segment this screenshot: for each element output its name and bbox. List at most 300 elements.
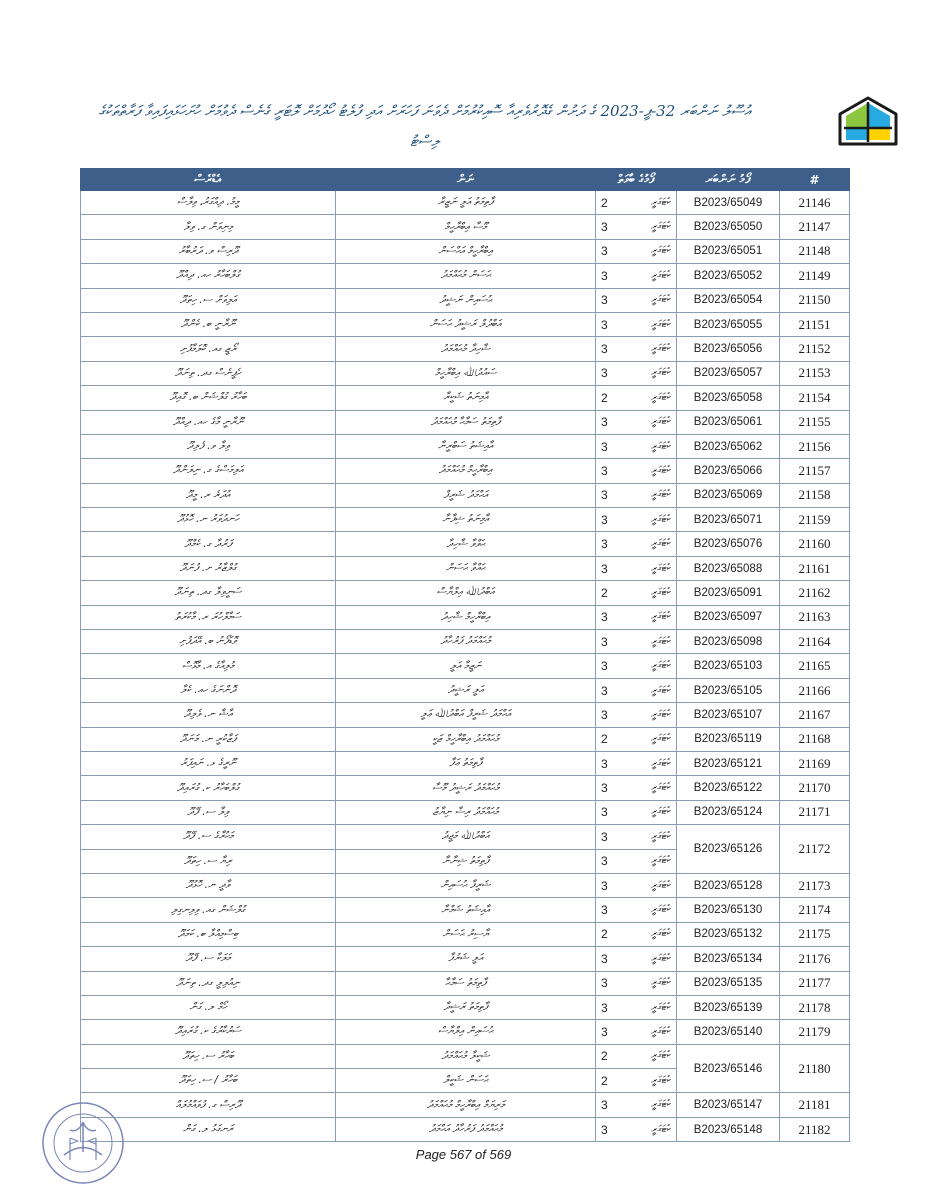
address-cell: މަލަކާ ސ. ފޭދޫ — [81, 947, 336, 971]
form-type-label: ކެޓަގަރީ — [651, 366, 671, 379]
table-row — [81, 459, 850, 483]
row-number-cell: 21168 — [780, 727, 850, 751]
address-cell: އުދަރެ ރ. މީދޫ — [81, 483, 336, 507]
address-cell: ރަނގަޅު ލ. ގަން — [81, 1117, 336, 1141]
form-type-quantity: 2 — [601, 390, 608, 405]
name-cell: ފާތިމަތު ސަމާޙާ މުޙައްމަދު — [336, 410, 596, 434]
name-cell: ފާތިމަތު ރަޝީދާ — [336, 995, 596, 1019]
form-type-label: ކެޓަގަރީ — [651, 244, 671, 257]
table-row — [81, 386, 850, 410]
table-row — [81, 556, 850, 580]
name-cell: މަރިޔަމް އިބްރާހީމް މުޙައްމަދު — [336, 1093, 596, 1117]
form-number-cell: B2023/65062 — [677, 434, 780, 458]
form-type-quantity: 3 — [601, 1024, 608, 1039]
form-type-label: ކެޓަގަރީ — [651, 927, 671, 940]
form-number-cell: B2023/65055 — [677, 312, 780, 336]
table-row — [81, 508, 850, 532]
row-number-cell: 21175 — [780, 922, 850, 946]
name-cell: ޝަކީލާ މުޙައްމަދު — [336, 1044, 596, 1068]
form-number-cell: B2023/65058 — [677, 386, 780, 410]
name-cell: މުޙައްމަދު ރަޝީދު މޫސާ — [336, 776, 596, 800]
address-cell: ނޫރީގެ ޅ. ނައިފަރު — [81, 751, 336, 775]
address-cell: ފަރުދާ ގ. ކެމްދޫ — [81, 532, 336, 556]
form-type-cell — [596, 849, 677, 873]
form-type-quantity: 3 — [601, 976, 608, 991]
address-cell: މަހުރާގެ ސ. ފޭދޫ — [81, 825, 336, 849]
form-type-label: ކެޓަގަރީ — [651, 195, 671, 208]
form-type-label: ކެޓަގަރީ — [651, 293, 671, 306]
row-number-cell: 21162 — [780, 581, 850, 605]
form-number-cell: B2023/65140 — [677, 1020, 780, 1044]
name-cell: އާމިނަތު ޝަކީރާ — [336, 386, 596, 410]
table-row — [81, 922, 850, 946]
name-cell: އަލީ ރަޝީދު — [336, 678, 596, 702]
form-type-label: ކެޓަގަރީ — [651, 854, 671, 867]
table-row — [81, 654, 850, 678]
table-row — [81, 971, 850, 995]
table-row — [81, 264, 850, 288]
form-number-cell: B2023/65076 — [677, 532, 780, 556]
address-cell: ގުލްބަހާރު ކ. ގުރައިދޫ — [81, 776, 336, 800]
address-cell: މީމު. ދިއްގަރު، ވިލާސް — [81, 191, 336, 215]
form-type-label: ކެޓަގަރީ — [651, 268, 671, 281]
address-cell: ނޫރާނީ މާގެ ހއ. ދިއްދޫ — [81, 410, 336, 434]
table-row — [81, 361, 850, 385]
row-number-cell: 21172 — [780, 825, 850, 874]
form-type-quantity: 3 — [601, 781, 608, 796]
form-number-cell: B2023/65051 — [677, 239, 780, 263]
form-type-cell — [596, 971, 677, 995]
housing-logo-icon — [836, 92, 900, 150]
form-number-cell: B2023/65057 — [677, 361, 780, 385]
form-type-label: ކެޓަގަރީ — [651, 683, 671, 696]
form-type-label: ކެޓަގަރީ — [651, 634, 671, 647]
address-cell: ދޫރިސް ގ. ފުވައްމުލައް — [81, 1093, 336, 1117]
table-row — [81, 483, 850, 507]
form-number-cell: B2023/65148 — [677, 1117, 780, 1141]
form-type-quantity: 3 — [601, 537, 608, 552]
name-cell: އިބްރާހީމް އަޙްސަން — [336, 239, 596, 263]
form-type-quantity: 3 — [601, 366, 608, 381]
table-row — [81, 995, 850, 1019]
row-number-cell: 21151 — [780, 312, 850, 336]
name-cell: މުޙައްމަދު އިބްރާހީމް ޒަކީ — [336, 727, 596, 751]
form-number-cell: B2023/65069 — [677, 483, 780, 507]
form-type-label: ކެޓަގަރީ — [651, 585, 671, 598]
name-cell: ޙުސައިން ނަޝީދު — [336, 288, 596, 312]
row-number-cell: 21165 — [780, 654, 850, 678]
name-cell: އިބްރާހީމް ޝާހިދު — [336, 605, 596, 629]
form-type-label: ކެޓަގަރީ — [651, 829, 671, 842]
form-type-cell — [596, 556, 677, 580]
address-cell: ނިއުލިލީ ގދ. ތިނަދޫ — [81, 971, 336, 995]
form-type-quantity: 3 — [601, 659, 608, 674]
name-cell: މުޙައްމަދު ފަރުހާދު އަޙްމަދު — [336, 1117, 596, 1141]
form-number-cell: B2023/65107 — [677, 703, 780, 727]
form-type-quantity: 2 — [601, 1073, 608, 1088]
name-cell: ޙުސައިން އިލްޔާސް — [336, 1020, 596, 1044]
name-cell: އަޙްމަދު ޝަރީފް އަބްދުﷲ ޢަލީ — [336, 703, 596, 727]
address-cell: ގުލްބަހާރު ހއ. ދިއްދޫ — [81, 264, 336, 288]
table-row — [81, 337, 850, 361]
row-number-cell: 21146 — [780, 191, 850, 215]
form-type-cell — [596, 361, 677, 385]
name-cell: ޙައްވާ ޙަސަން — [336, 556, 596, 580]
row-number-cell: 21178 — [780, 995, 850, 1019]
column-header-form-number: ފޯމު ނަންބަރ — [677, 169, 780, 191]
table-row — [81, 312, 850, 336]
form-number-cell: B2023/65091 — [677, 581, 780, 605]
address-cell: ހަނދުވަރު ނ. ހޮޅުދޫ — [81, 508, 336, 532]
name-cell: އަބްދުލް ރަޝީދު ޙަސަން — [336, 312, 596, 336]
form-type-quantity: 3 — [601, 634, 608, 649]
form-type-label: ކެޓަގަރީ — [651, 1098, 671, 1111]
name-cell: އާމިނަތު ޝިފާނާ — [336, 508, 596, 532]
name-cell: އަލީ ޝަރުފާ — [336, 947, 596, 971]
form-type-label: ކެޓަގަރީ — [651, 220, 671, 233]
name-cell: މޫސާ އިބްރާހީމް — [336, 215, 596, 239]
form-type-cell — [596, 947, 677, 971]
form-number-cell: B2023/65132 — [677, 922, 780, 946]
name-cell: އަބްދުﷲ މަޖީދު — [336, 825, 596, 849]
table-row — [81, 1044, 850, 1068]
table-row — [81, 678, 850, 702]
address-cell: ދޫރިސް ވ. ދަރުބާރު — [81, 239, 336, 263]
row-number-cell: 21157 — [780, 459, 850, 483]
form-type-quantity: 3 — [601, 561, 608, 576]
page-number: Page 567 of 569 — [415, 1147, 512, 1162]
column-header-number: # — [780, 169, 850, 191]
form-number-cell: B2023/65134 — [677, 947, 780, 971]
address-cell: ބަހާރު / ސ. ހިތަދޫ — [81, 1069, 336, 1093]
form-type-quantity: 3 — [601, 610, 608, 625]
row-number-cell: 21179 — [780, 1020, 850, 1044]
address-cell: އަލިމަސްގެ ގ. ނިލަންދޫ — [81, 459, 336, 483]
form-type-quantity: 3 — [601, 488, 608, 503]
address-cell: ރިޔާ ސ. ހިތަދޫ — [81, 849, 336, 873]
form-number-cell: B2023/65147 — [677, 1093, 780, 1117]
name-cell: އާއިޝަތު ސަބްރީނާ — [336, 434, 596, 458]
form-number-cell: B2023/65121 — [677, 751, 780, 775]
column-header-address: އެޑްރެސް — [81, 169, 336, 191]
table-row — [81, 630, 850, 654]
row-number-cell: 21159 — [780, 508, 850, 532]
name-cell: ޙަސަން ޝަކީލް — [336, 1069, 596, 1093]
table-row — [81, 581, 850, 605]
form-number-cell: B2023/65066 — [677, 459, 780, 483]
table-row — [81, 703, 850, 727]
address-cell: ނޫރާނީ ބ. ކެންދޫ — [81, 312, 336, 336]
address-cell: ރޯޒީ ގއ. ކޮލަމާފުށި — [81, 337, 336, 361]
address-cell: ވޮޑަފޯނު ބ. އޭދަފުށި — [81, 630, 336, 654]
row-number-cell: 21150 — [780, 288, 850, 312]
row-number-cell: 21181 — [780, 1093, 850, 1117]
row-number-cell: 21158 — [780, 483, 850, 507]
address-cell: ސަރުކާރުގެ ކ. ގުރައިދޫ — [81, 1020, 336, 1044]
form-number-cell: B2023/65119 — [677, 727, 780, 751]
row-number-cell: 21152 — [780, 337, 850, 361]
row-number-cell: 21171 — [780, 800, 850, 824]
form-type-cell — [596, 678, 677, 702]
address-cell: އަލިވަށް ސ. ހިތަދޫ — [81, 288, 336, 312]
form-number-cell: B2023/65130 — [677, 898, 780, 922]
row-number-cell: 21154 — [780, 386, 850, 410]
address-cell: ފަޒާކުރީ ނ. މަނަދޫ — [81, 727, 336, 751]
form-type-cell — [596, 264, 677, 288]
form-type-quantity: 3 — [601, 683, 608, 698]
form-type-cell — [596, 995, 677, 1019]
address-cell: ހެޕީނެސް ގދ. ތިނަދޫ — [81, 361, 336, 385]
form-number-cell: B2023/65103 — [677, 654, 780, 678]
form-type-quantity: 3 — [601, 951, 608, 966]
form-type-label: ކެޓަގަރީ — [651, 659, 671, 672]
address-cell: ބަހާރު ސ. ހިތަދޫ — [81, 1044, 336, 1068]
form-type-quantity: 3 — [601, 903, 608, 918]
form-type-cell — [596, 215, 677, 239]
form-number-cell: B2023/65088 — [677, 556, 780, 580]
table-row — [81, 434, 850, 458]
form-number-cell: B2023/65061 — [677, 410, 780, 434]
form-type-quantity: 3 — [601, 244, 608, 259]
name-cell: ފާތިމަތު ސަމާޙާ — [336, 971, 596, 995]
name-cell: އަޙްމަދު ޝަރީފް — [336, 483, 596, 507]
form-type-cell — [596, 727, 677, 751]
form-type-label: ކެޓަގަރީ — [651, 439, 671, 452]
table-row — [81, 1117, 850, 1141]
name-cell: ޔާސިރު ޙަސަން — [336, 922, 596, 946]
row-number-cell: 21167 — [780, 703, 850, 727]
form-type-cell — [596, 1020, 677, 1044]
form-number-cell: B2023/65124 — [677, 800, 780, 824]
row-number-cell: 21155 — [780, 410, 850, 434]
table-row — [81, 727, 850, 751]
address-cell: ސަނީވިލާ ގދ. ތިނަދޫ — [81, 581, 336, 605]
form-type-label: ކެޓަގަރީ — [651, 463, 671, 476]
form-type-quantity: 3 — [601, 439, 608, 454]
form-type-quantity: 3 — [601, 342, 608, 357]
form-type-cell — [596, 532, 677, 556]
address-cell: ސަމާލްހުރަ ރ. މާކުރަތު — [81, 605, 336, 629]
row-number-cell: 21147 — [780, 215, 850, 239]
row-number-cell: 21149 — [780, 264, 850, 288]
row-number-cell: 21156 — [780, 434, 850, 458]
table-row — [81, 898, 850, 922]
column-header-form-type: ފޯމުގެ ބާވަތް — [596, 169, 677, 191]
form-number-cell: B2023/65054 — [677, 288, 780, 312]
form-type-label: ކެޓަގަރީ — [651, 805, 671, 818]
form-type-quantity: 3 — [601, 268, 608, 283]
name-cell: އަބްދުﷲ އިލްޔާސް — [336, 581, 596, 605]
form-type-label: ކެޓަގަރީ — [651, 781, 671, 794]
table-row — [81, 800, 850, 824]
address-cell: އާޝާ ނ. ވެލިދޫ — [81, 703, 336, 727]
form-type-cell — [596, 410, 677, 434]
form-type-quantity: 3 — [601, 756, 608, 771]
name-cell: ފާތިމަތު ޝިނާނާ — [336, 849, 596, 873]
name-cell: ޝަރީފާ ޙުސައިން — [336, 873, 596, 897]
form-type-label: ކެޓަގަރީ — [651, 561, 671, 574]
row-number-cell: 21153 — [780, 361, 850, 385]
row-number-cell: 21169 — [780, 751, 850, 775]
form-type-cell — [596, 1093, 677, 1117]
form-type-quantity: 3 — [601, 317, 608, 332]
form-type-cell — [596, 508, 677, 532]
form-type-cell — [596, 654, 677, 678]
form-type-cell — [596, 386, 677, 410]
form-number-cell: B2023/65052 — [677, 264, 780, 288]
name-cell: ޙަވްވާ ޝާހިދާ — [336, 532, 596, 556]
form-type-cell — [596, 776, 677, 800]
table-row — [81, 215, 850, 239]
form-type-cell — [596, 1117, 677, 1141]
form-type-label: ކެޓަގަރީ — [651, 512, 671, 525]
form-type-cell — [596, 312, 677, 336]
form-number-cell: B2023/65139 — [677, 995, 780, 1019]
form-number-cell: B2023/65071 — [677, 508, 780, 532]
table-row — [81, 191, 850, 215]
form-type-cell — [596, 191, 677, 215]
page-title: އުސޫލު ނަންބަރ 32-ޕީ-2023 ގެ ދަށުން ގެދޮރުވެރިއާ ސޮއިކުރުމަށް ދެވަނަ ފަހަރަށް އަދި ފުލެޓު ހޯދުމަށް ލޮޓަރީ ގެނެސް ދެވުމަށް ހުށަހަޅައިފައިވާ ފަރާތްތަކުގެ ލިސްޓު — [98, 102, 751, 150]
form-type-quantity: 3 — [601, 878, 608, 893]
address-cell: ގުލްޒާރު ށ. ފުނަދޫ — [81, 556, 336, 580]
table-row — [81, 825, 850, 849]
table-row — [81, 605, 850, 629]
table-row — [81, 532, 850, 556]
form-type-label: ކެޓަގަރީ — [651, 878, 671, 891]
form-type-label: ކެޓަގަރީ — [651, 1122, 671, 1135]
form-type-quantity: 2 — [601, 1049, 608, 1064]
name-cell: ނަޒީމާ އަލީ — [336, 654, 596, 678]
form-type-label: ކެޓަގަރީ — [651, 415, 671, 428]
form-type-label: ކެޓަގަރީ — [651, 1049, 671, 1062]
table-row — [81, 1020, 850, 1044]
form-type-quantity: 2 — [601, 195, 608, 210]
form-type-cell — [596, 800, 677, 824]
address-cell: ވިލާ ސ. ފޭދޫ — [81, 800, 336, 824]
form-number-cell: B2023/65128 — [677, 873, 780, 897]
form-type-cell — [596, 751, 677, 775]
form-type-quantity: 3 — [601, 805, 608, 820]
form-type-label: ކެޓަގަރީ — [651, 317, 671, 330]
form-type-quantity: 2 — [601, 732, 608, 747]
address-cell: މިނިވަން ގ. ވިލާ — [81, 215, 336, 239]
form-type-cell — [596, 1044, 677, 1068]
form-type-quantity: 3 — [601, 707, 608, 722]
form-number-cell: B2023/65105 — [677, 678, 780, 702]
table-header-row — [81, 169, 850, 191]
applicants-table — [80, 168, 850, 1142]
form-number-cell: B2023/65122 — [677, 776, 780, 800]
name-cell: ޙަސަން މުޙައްމަދު — [336, 264, 596, 288]
form-type-cell — [596, 703, 677, 727]
form-number-cell: B2023/65098 — [677, 630, 780, 654]
column-header-name: ނަން — [336, 169, 596, 191]
form-type-cell — [596, 581, 677, 605]
name-cell: ސައުދުﷲ އިބްރާހީމް — [336, 361, 596, 385]
form-type-cell — [596, 873, 677, 897]
form-number-cell: B2023/65056 — [677, 337, 780, 361]
form-type-quantity: 3 — [601, 854, 608, 869]
address-cell: ވިލާ ވ. ފެލިދޫ — [81, 434, 336, 458]
row-number-cell: 21166 — [780, 678, 850, 702]
form-type-label: ކެޓަގަރީ — [651, 976, 671, 989]
name-cell: މުޙައްމަދު ރިޟާ ނިޔާޒު — [336, 800, 596, 824]
row-number-cell: 21163 — [780, 605, 850, 629]
form-type-cell — [596, 898, 677, 922]
form-number-cell: B2023/65050 — [677, 215, 780, 239]
form-type-quantity: 3 — [601, 293, 608, 308]
name-cell: ޝާހިދާ މުޙައްމަދު — [336, 337, 596, 361]
row-number-cell: 21173 — [780, 873, 850, 897]
name-cell: މުޙައްމަދު ފަރުހާދު — [336, 630, 596, 654]
form-type-label: ކެޓަގަރީ — [651, 488, 671, 501]
address-cell: ގުލްޝަން ގއ. ވިލިނގިލި — [81, 898, 336, 922]
form-type-cell — [596, 630, 677, 654]
form-type-cell — [596, 288, 677, 312]
form-type-cell — [596, 434, 677, 458]
address-cell: މުލިއާގެ އ. މާޅޮސް — [81, 654, 336, 678]
form-type-quantity: 3 — [601, 1098, 608, 1113]
row-number-cell: 21170 — [780, 776, 850, 800]
form-type-quantity: 3 — [601, 220, 608, 235]
form-type-cell — [596, 337, 677, 361]
form-type-cell — [596, 605, 677, 629]
form-type-label: ކެޓަގަރީ — [651, 1024, 671, 1037]
name-cell: އާއިޝަތު ޝަމްނާ — [336, 898, 596, 922]
address-cell: ވާދީ ނ. ހޮޅުދޫ — [81, 873, 336, 897]
form-type-quantity: 3 — [601, 512, 608, 527]
table-row — [81, 1093, 850, 1117]
form-type-label: ކެޓަގަރީ — [651, 390, 671, 403]
row-number-cell: 21174 — [780, 898, 850, 922]
form-type-label: ކެޓަގަރީ — [651, 903, 671, 916]
form-type-cell — [596, 825, 677, 849]
form-type-label: ކެޓަގަރީ — [651, 537, 671, 550]
form-type-cell — [596, 459, 677, 483]
row-number-cell: 21148 — [780, 239, 850, 263]
form-type-quantity: 3 — [601, 1000, 608, 1015]
form-type-quantity: 3 — [601, 1122, 608, 1137]
form-type-quantity: 2 — [601, 927, 608, 942]
form-type-quantity: 3 — [601, 415, 608, 430]
form-type-cell — [596, 922, 677, 946]
address-cell: ހޯމް ލ. ގަން — [81, 995, 336, 1019]
address-cell: ދޮންނަގެ ހއ. ކެލާ — [81, 678, 336, 702]
table-row — [81, 947, 850, 971]
form-type-quantity: 3 — [601, 829, 608, 844]
form-type-quantity: 2 — [601, 585, 608, 600]
table-row — [81, 776, 850, 800]
form-number-cell: B2023/65135 — [677, 971, 780, 995]
form-type-label: ކެޓަގަރީ — [651, 1073, 671, 1086]
row-number-cell: 21177 — [780, 971, 850, 995]
form-type-cell — [596, 483, 677, 507]
row-number-cell: 21180 — [780, 1044, 850, 1093]
form-type-label: ކެޓަގަރީ — [651, 756, 671, 769]
form-type-label: ކެޓަގަރީ — [651, 951, 671, 964]
form-number-cell: B2023/65049 — [677, 191, 780, 215]
row-number-cell: 21160 — [780, 532, 850, 556]
name-cell: ފާތިމަތު ޢަފާ — [336, 751, 596, 775]
row-number-cell: 21176 — [780, 947, 850, 971]
table-row — [81, 288, 850, 312]
table-row — [81, 873, 850, 897]
form-type-label: ކެޓަގަރީ — [651, 707, 671, 720]
name-cell: ފާތިމަތު އަލީ ނަޒީރާ — [336, 191, 596, 215]
form-type-quantity: 3 — [601, 463, 608, 478]
form-type-label: ކެޓަގަރީ — [651, 610, 671, 623]
address-cell: ބަހާރު ގުލްޝަން ބ. ގޮއިދޫ — [81, 386, 336, 410]
